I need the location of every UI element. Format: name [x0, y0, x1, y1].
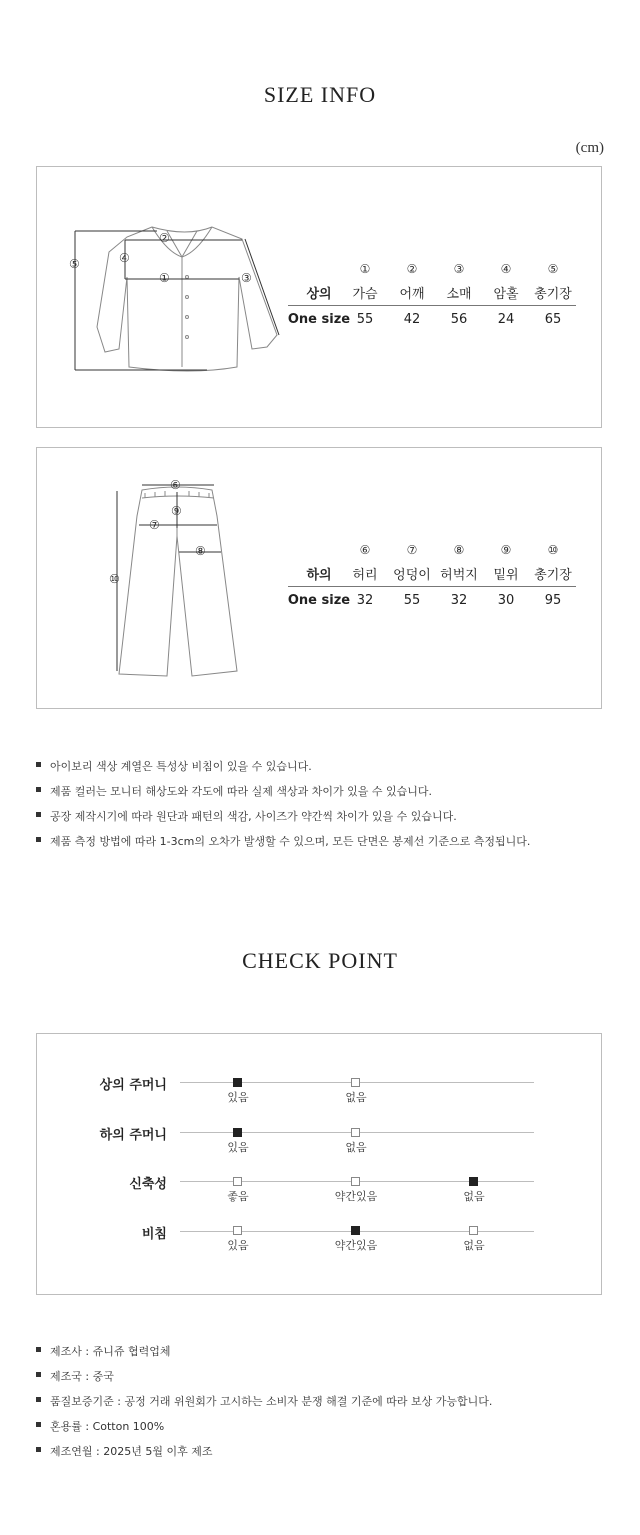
size-value: 32 — [356, 593, 374, 608]
bullet — [36, 837, 41, 842]
check-label: 신축성 — [129, 1177, 167, 1192]
unit-label: (cm) — [575, 140, 604, 156]
check-marker — [233, 1128, 242, 1137]
check-marker — [351, 1078, 360, 1087]
note-text: 공장 제작시기에 따라 원단과 패턴의 색감, 사이즈가 약간씩 차이가 있을 수 있습니다. — [50, 810, 457, 823]
table-divider — [288, 586, 576, 587]
pants-diagram — [97, 476, 297, 686]
row-label: One size — [287, 593, 351, 608]
check-point-box — [36, 1033, 602, 1295]
check-label: 상의 주머니 — [99, 1078, 167, 1093]
check-marker — [233, 1226, 242, 1235]
check-marker — [351, 1177, 360, 1186]
check-label: 비침 — [141, 1227, 167, 1242]
check-marker — [233, 1078, 242, 1087]
size-value: 56 — [450, 312, 468, 327]
col-name: 암홀 — [493, 287, 519, 302]
col-name: 가슴 — [352, 287, 378, 302]
check-marker — [469, 1177, 478, 1186]
check-marker — [351, 1128, 360, 1137]
marker-sleeve: ③ — [241, 271, 252, 285]
check-option-label: 있음 — [227, 1091, 249, 1104]
col-name: 엉덩이 — [393, 568, 431, 583]
col-num: ④ — [500, 262, 512, 276]
check-option-label: 약간있음 — [334, 1239, 378, 1252]
note-text: 제품 측정 방법에 따라 1-3cm의 오차가 발생할 수 있으며, 모든 단면은 봉제선 기준으로 측정됩니다. — [50, 835, 531, 848]
check-label: 하의 주머니 — [99, 1128, 167, 1143]
col-num: ③ — [453, 262, 465, 276]
note-text: 제품 컬러는 모니터 해상도와 각도에 따라 실제 색상과 차이가 있을 수 있습니다. — [50, 785, 432, 798]
marker-length: ⑤ — [69, 257, 80, 271]
size-value: 95 — [544, 593, 562, 608]
row-label: One size — [287, 312, 351, 327]
check-option-label: 없음 — [463, 1190, 485, 1203]
size-value: 55 — [356, 312, 374, 327]
marker-hip: ⑦ — [149, 518, 160, 532]
check-marker — [469, 1226, 478, 1235]
size-value: 65 — [544, 312, 562, 327]
check-point-title: CHECK POINT — [242, 948, 398, 973]
col-name: 소매 — [446, 287, 472, 302]
col-num: ⑥ — [359, 543, 371, 557]
check-option-label: 약간있음 — [334, 1190, 378, 1203]
check-option-label: 없음 — [345, 1091, 367, 1104]
info-text: 품질보증기준 : 공정 거래 위원회가 고시하는 소비자 분쟁 해결 기준에 따라 보상 가능합니다. — [50, 1395, 493, 1408]
check-option-label: 있음 — [227, 1141, 249, 1154]
check-option-label: 없음 — [463, 1239, 485, 1252]
marker-thigh: ⑧ — [195, 544, 206, 558]
col-num: ⑦ — [406, 543, 418, 557]
check-marker — [351, 1226, 360, 1235]
col-name: 총기장 — [534, 568, 572, 583]
col-num: ⑨ — [500, 543, 512, 557]
bullet — [36, 812, 41, 817]
size-value: 24 — [497, 312, 515, 327]
col-num: ⑤ — [547, 262, 559, 276]
size-value: 30 — [497, 593, 515, 608]
bullet — [36, 1422, 41, 1427]
marker-armhole: ④ — [119, 251, 130, 265]
table-header-label: 상의 — [306, 287, 332, 302]
bullet — [36, 1447, 41, 1452]
bullet — [36, 1397, 41, 1402]
check-option-label: 있음 — [227, 1239, 249, 1252]
check-marker — [233, 1177, 242, 1186]
bullet — [36, 762, 41, 767]
col-num: ⑧ — [453, 543, 465, 557]
bullet — [36, 787, 41, 792]
marker-rise: ⑨ — [171, 504, 182, 518]
marker-waist: ⑥ — [170, 478, 181, 492]
info-text: 제조국 : 중국 — [50, 1370, 114, 1383]
col-num: ② — [406, 262, 418, 276]
shirt-diagram — [67, 217, 317, 377]
col-name: 허리 — [352, 568, 378, 583]
info-text: 제조사 : 쥬니쥬 협력업체 — [50, 1345, 171, 1358]
product-info — [36, 1343, 616, 1463]
col-name: 어깨 — [399, 287, 425, 302]
info-text: 제조연월 : 2025년 5월 이후 제조 — [50, 1445, 213, 1458]
size-value: 42 — [403, 312, 421, 327]
size-notes — [36, 758, 616, 858]
size-info-title: SIZE INFO — [263, 82, 377, 107]
col-num: ① — [359, 262, 371, 276]
info-text: 혼용률 : Cotton 100% — [50, 1420, 165, 1433]
marker-total-length: ⑩ — [109, 572, 120, 586]
col-num: ⑩ — [547, 543, 559, 557]
col-name: 허벅지 — [440, 568, 478, 583]
check-option-label: 없음 — [345, 1141, 367, 1154]
table-header-label: 하의 — [306, 568, 332, 583]
bullet — [36, 1347, 41, 1352]
size-value: 55 — [403, 593, 421, 608]
check-option-label: 좋음 — [227, 1190, 249, 1203]
size-value: 32 — [450, 593, 468, 608]
col-name: 밑위 — [493, 568, 519, 583]
marker-shoulder: ② — [159, 231, 170, 245]
note-text: 아이보리 색상 계열은 특성상 비침이 있을 수 있습니다. — [50, 760, 312, 773]
marker-chest: ① — [159, 271, 170, 285]
table-divider — [288, 305, 576, 306]
col-name: 총기장 — [534, 287, 572, 302]
bullet — [36, 1372, 41, 1377]
